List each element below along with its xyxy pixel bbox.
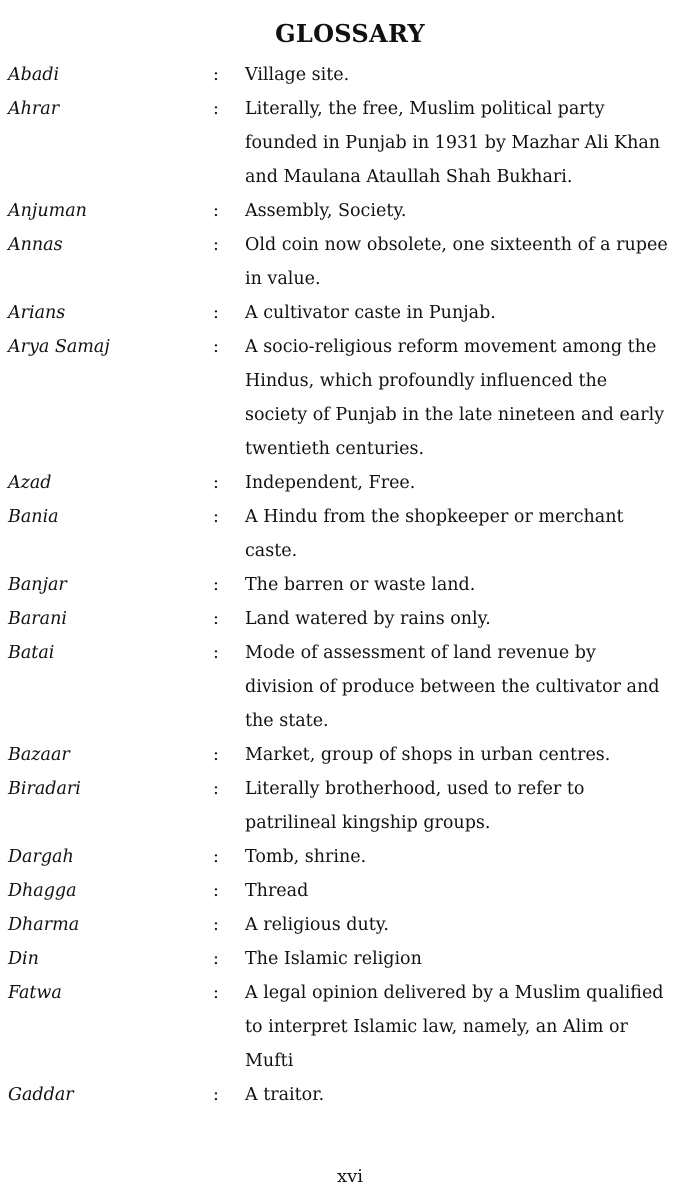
definition-line: twentieth centuries. <box>245 439 425 459</box>
glossary-definition <box>245 840 697 874</box>
term-separator: : <box>213 779 219 799</box>
glossary-entry <box>0 58 700 92</box>
glossary-definition <box>245 58 697 92</box>
glossary-definition <box>245 942 697 976</box>
term-separator: : <box>213 235 219 255</box>
glossary-entry <box>0 942 700 976</box>
glossary-definition <box>245 330 697 466</box>
glossary-term: Banjar <box>8 575 67 595</box>
glossary-entry <box>0 228 700 296</box>
glossary-entry <box>0 976 700 1078</box>
definition-line: Market, group of shops in urban centres. <box>245 745 611 765</box>
definition-line: Assembly, Society. <box>245 201 407 221</box>
glossary-term: Batai <box>8 643 55 663</box>
glossary-term: Barani <box>8 609 67 629</box>
glossary-term: Ahrar <box>8 99 60 119</box>
glossary-entry <box>0 602 700 636</box>
page-number: xvi <box>336 1166 364 1187</box>
glossary-entry <box>0 568 700 602</box>
glossary-definition <box>245 602 697 636</box>
definition-line: A traitor. <box>245 1085 325 1105</box>
glossary-term: Dharma <box>8 915 80 935</box>
glossary-term: Annas <box>8 235 63 255</box>
term-separator: : <box>213 303 219 323</box>
definition-line: Hindus, which profoundly influenced the <box>245 371 608 391</box>
definition-line: The Islamic religion <box>245 949 422 969</box>
definition-line: A cultivator caste in Punjab. <box>245 303 496 323</box>
term-separator: : <box>213 847 219 867</box>
term-separator: : <box>213 337 219 357</box>
term-separator: : <box>213 65 219 85</box>
term-separator: : <box>213 473 219 493</box>
glossary-definition <box>245 466 697 500</box>
glossary-term: Din <box>8 949 39 969</box>
glossary-entry <box>0 92 700 194</box>
glossary-entry <box>0 908 700 942</box>
term-separator: : <box>213 609 219 629</box>
glossary-definition <box>245 296 697 330</box>
term-separator: : <box>213 915 219 935</box>
glossary-definition <box>245 228 697 296</box>
glossary-definition <box>245 1078 697 1112</box>
glossary-term: Arians <box>8 303 66 323</box>
definition-line: society of Punjab in the late nineteen and early <box>245 405 665 425</box>
definition-line: Land watered by rains only. <box>245 609 491 629</box>
term-separator: : <box>213 507 219 527</box>
definition-line: A socio-religious reform movement among the <box>245 337 657 357</box>
definition-line: Thread <box>245 881 309 901</box>
definition-line: Old coin now obsolete, one sixteenth of a rupee <box>245 235 668 255</box>
glossary-entry <box>0 500 700 568</box>
term-separator: : <box>213 983 219 1003</box>
glossary-definition <box>245 772 697 840</box>
definition-line: The barren or waste land. <box>245 575 476 595</box>
glossary-definition <box>245 738 697 772</box>
glossary-term: Dargah <box>8 847 74 867</box>
glossary-definition <box>245 636 697 738</box>
glossary-term: Biradari <box>8 779 81 799</box>
glossary-definition <box>245 908 697 942</box>
glossary-entry <box>0 194 700 228</box>
definition-line: and Maulana Ataullah Shah Bukhari. <box>245 167 573 187</box>
glossary-entry <box>0 738 700 772</box>
glossary-entry <box>0 874 700 908</box>
term-separator: : <box>213 949 219 969</box>
term-separator: : <box>213 745 219 765</box>
glossary-term: Bazaar <box>8 745 70 765</box>
glossary-definition <box>245 500 697 568</box>
glossary-entry <box>0 636 700 738</box>
glossary-list <box>0 58 700 1112</box>
glossary-term: Azad <box>8 473 52 493</box>
glossary-term: Anjuman <box>8 201 87 221</box>
definition-line: A religious duty. <box>245 915 389 935</box>
definition-line: A Hindu from the shopkeeper or merchant <box>245 507 624 527</box>
glossary-definition <box>245 874 697 908</box>
term-separator: : <box>213 575 219 595</box>
definition-line: to interpret Islamic law, namely, an Alim or <box>245 1017 628 1037</box>
glossary-term: Abadi <box>8 65 60 85</box>
glossary-definition <box>245 92 697 194</box>
definition-line: Village site. <box>245 65 350 85</box>
term-separator: : <box>213 881 219 901</box>
definition-line: Literally, the free, Muslim political party <box>245 99 605 119</box>
glossary-term: Bania <box>8 507 59 527</box>
definition-line: Independent, Free. <box>245 473 416 493</box>
glossary-entry <box>0 840 700 874</box>
definition-line: A legal opinion delivered by a Muslim qualified <box>245 983 664 1003</box>
definition-line: Tomb, shrine. <box>245 847 367 867</box>
glossary-entry <box>0 1078 700 1112</box>
term-separator: : <box>213 1085 219 1105</box>
glossary-entry <box>0 330 700 466</box>
glossary-entry <box>0 772 700 840</box>
glossary-definition <box>245 194 697 228</box>
definition-line: the state. <box>245 711 329 731</box>
glossary-term: Fatwa <box>8 983 62 1003</box>
term-separator: : <box>213 99 219 119</box>
definition-line: Mufti <box>245 1051 294 1071</box>
glossary-definition <box>245 568 697 602</box>
page-title: GLOSSARY <box>275 19 425 48</box>
definition-line: caste. <box>245 541 298 561</box>
term-separator: : <box>213 643 219 663</box>
glossary-term: Arya Samaj <box>8 337 110 357</box>
glossary-entry <box>0 296 700 330</box>
definition-line: division of produce between the cultivator and <box>245 677 660 697</box>
glossary-definition <box>245 976 697 1078</box>
glossary-entry <box>0 466 700 500</box>
term-separator: : <box>213 201 219 221</box>
definition-line: Mode of assessment of land revenue by <box>245 643 596 663</box>
definition-line: patrilineal kingship groups. <box>245 813 491 833</box>
definition-line: Literally brotherhood, used to refer to <box>245 779 585 799</box>
definition-line: founded in Punjab in 1931 by Mazhar Ali Khan <box>245 133 661 153</box>
definition-line: in value. <box>245 269 321 289</box>
glossary-term: Gaddar <box>8 1085 74 1105</box>
glossary-term: Dhagga <box>8 881 77 901</box>
